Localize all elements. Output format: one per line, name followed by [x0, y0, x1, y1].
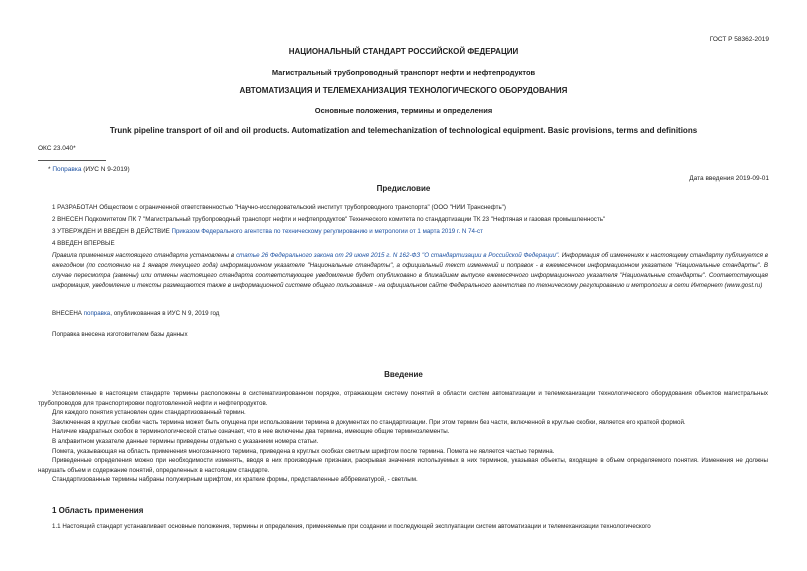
footnote-rule [38, 160, 106, 161]
footnote-star: * [48, 166, 51, 173]
intro-paragraph-2: Для каждого понятия установлен один стандартизованный термин. [52, 409, 246, 417]
preface-item-3-prefix: 3 УТВЕРЖДЕН И ВВЕДЕН В ДЕЙСТВИЕ [52, 228, 170, 235]
intro-heading: Введение [384, 370, 423, 379]
intro-paragraph-6: Помета, указывающая на область применения многозначного термина, приведена в круглых скобках светлым шрифтом после термина. Помета не является частью термина. [52, 447, 555, 455]
intro-paragraph-3: Заключенная в круглые скобки часть термина может быть опущена при использовании термина в документах по стандартизации. При этом термин без части, включенной в круглые скобки, является его краткой формой. [52, 418, 686, 426]
preface-item-3 [52, 228, 483, 235]
section-1-heading: 1 Область применения [52, 506, 144, 515]
footnote-amendment-link[interactable]: Поправка [52, 166, 82, 173]
intro-paragraph-1: Установленные в настоящем стандарте термины расположены в систематизированном порядке, отражающем систему понятий в области систем автоматизации и телемеханизации технологического оборудования объектов магистральных трубопроводов для транспортировки подготовленной нефти и нефтепродуктов. [38, 390, 768, 407]
footnote [48, 166, 130, 174]
amendment-line [52, 310, 219, 317]
preface-item-1: 1 РАЗРАБОТАН Обществом с ограниченной ответственностью "Научно-исследовательский институт трубопроводного транспорта" (ООО "НИИ Транснефть") [52, 204, 506, 211]
amendment-rest: , опубликованная в ИУС N 9, 2019 год [110, 310, 220, 317]
intro-paragraph-4: Наличие квадратных скобок в терминологической статье означает, что в нее включены два термина, имеющие общие терминоэлементы. [52, 428, 450, 436]
rules-prefix: Правила применения настоящего стандарта установлены в [52, 252, 235, 259]
part-title-ru: Основные положения, термины и определения [314, 106, 493, 115]
intro-paragraph-5: В алфавитном указателе данные термины приведены отдельно с указанием номера статьи. [52, 437, 319, 445]
title-en: Trunk pipeline transport of oil and oil products. Automatization and telemechanization of technological equipment. Basic provisions, terms and definitions [109, 126, 698, 135]
intro-paragraph-8: Стандартизованные термины набраны полужирным шрифтом, их краткие формы, представленные аббревиатурой, - светлым. [52, 476, 418, 484]
preface-item-4: 4 ВВЕДЕН ВПЕРВЫЕ [52, 240, 115, 247]
rules-paragraph [52, 251, 768, 291]
preface-heading: Предисловие [376, 184, 431, 193]
oks-code: ОКС 23.040* [38, 145, 76, 152]
order-link[interactable]: Приказом Федерального агентства по техническому регулированию и метрологии от 1 марта 2019 г. N 74-ст [171, 228, 483, 235]
intro-body [38, 389, 768, 485]
federal-law-link[interactable]: статье 26 Федерального закона от 29 июня 2015 г. N 162-ФЗ "О стандартизации в Российской Федерации" [236, 252, 559, 259]
subtitle-ru: Магистральный трубопроводный транспорт нефти и нефтепродуктов [271, 68, 536, 77]
section-1-paragraph: 1.1 Настоящий стандарт устанавливает основные положения, термины и определения, применяемые при создании и последующей эксплуатации систем автоматизации и телемеханизации технологического [52, 523, 651, 530]
amendment-note: Поправка внесена изготовителем базы данных [52, 331, 188, 338]
rules-rest: . Информация об изменениях к настоящему стандарту публикуется в ежегодном (по состоянию на 1 января текущего года) информационном указателе "Национальные стандарты", а официальный текст изменений и поправок - в ежемесячном информационном указателе "Национальные стандарты". В случае пересмотра (замены) или отмены настоящего стандарта соответствующее уведомление будет опубликовано в ближайшем выпуске ежемесячного информационного указателя "Национальные стандарты". Соответствующая информация, уведомление и тексты размещаются также в информационной системе общего пользования - на официальном сайте Федерального агентства по техническому регулированию и метрологии в сети Интернет (www.gost.ru) [52, 252, 768, 289]
main-title-ru: АВТОМАТИЗАЦИЯ И ТЕЛЕМЕХАНИЗАЦИЯ ТЕХНОЛОГИЧЕСКОГО ОБОРУДОВАНИЯ [239, 86, 568, 95]
date-intro: Дата введения 2019-09-01 [689, 175, 769, 182]
intro-paragraph-7: Приведенные определения можно при необходимости изменять, вводя в них производные признаки, раскрывая значения используемых в них терминов, указывая объекты, входящие в объем определяемого понятия. Изменения не должны нарушать объем и содержание понятий, определенных в настоящем стандарте. [38, 457, 768, 474]
national-standard-title: НАЦИОНАЛЬНЫЙ СТАНДАРТ РОССИЙСКОЙ ФЕДЕРАЦИИ [288, 47, 519, 56]
amendment-prefix: ВНЕСЕНА [52, 310, 82, 317]
footnote-rest: (ИУС N 9-2019) [83, 166, 130, 173]
amendment-link[interactable]: поправка [83, 310, 111, 317]
doc-code: ГОСТ Р 58362-2019 [709, 36, 769, 43]
preface-item-2: 2 ВНЕСЕН Подкомитетом ПК 7 "Магистральный трубопроводный транспорт нефти и нефтепродуктов" Технического комитета по стандартизации ТК 23 "Нефтяная и газовая промышленность" [52, 216, 606, 223]
